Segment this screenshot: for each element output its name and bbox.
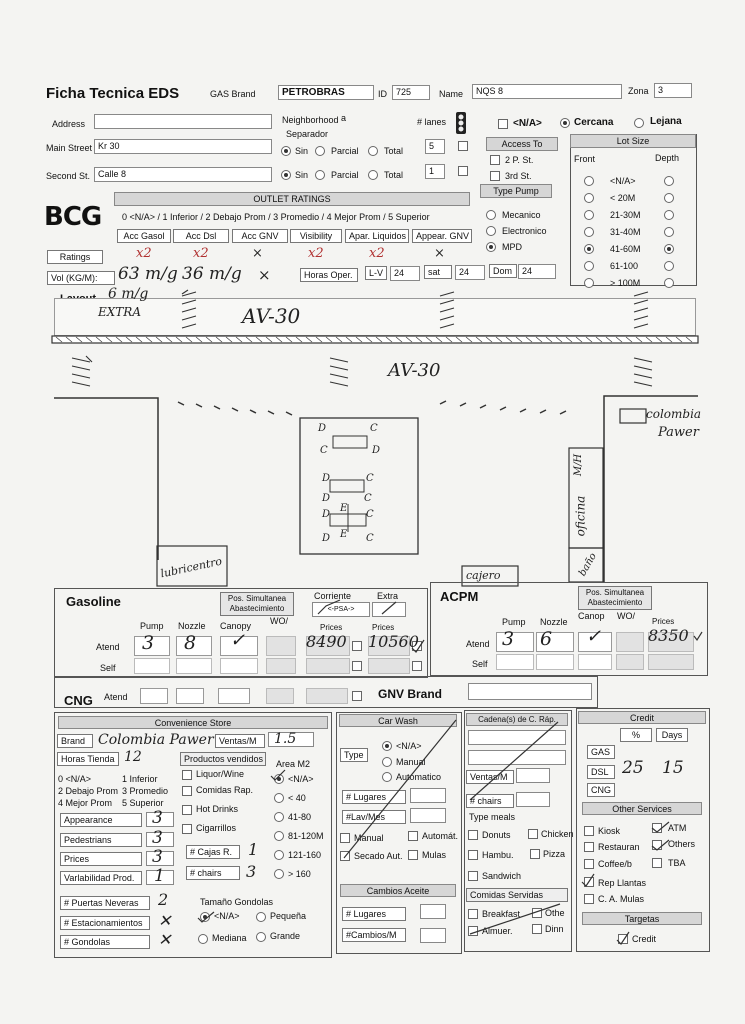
gasoline-prices-label: Prices <box>320 623 343 632</box>
cambios-cambios-label: #Cambios/M <box>342 928 406 942</box>
gas-extra-check-icon <box>412 640 424 652</box>
main-sep-parcial-label: Parcial <box>331 146 359 156</box>
gasoline-pos-sim: Pos. Simultanea Abastecimiento <box>220 592 294 616</box>
credit-dsl-days: 15 <box>662 758 684 778</box>
main-sep-sin-label: Sin <box>295 146 309 156</box>
lanes-main-field[interactable]: 5 <box>425 139 445 154</box>
area-option-label: 81-120M <box>288 831 324 841</box>
gasoline-corriente-label: Corriente <box>314 591 352 601</box>
carwash-manual-label: Manual <box>396 757 426 767</box>
area-option-label: > 160 <box>288 869 311 879</box>
almuer-label: Almuer. <box>482 926 513 936</box>
dinn-label: Dinn <box>545 924 564 934</box>
corriente-psa-field[interactable]: <-PSA-> <box>312 602 370 617</box>
neighborhood-label: Neighborhood <box>282 115 339 125</box>
pawer-label: Pawer <box>658 425 699 440</box>
acpm-nozzle-value: 6 <box>540 628 553 650</box>
others-label: Others <box>668 839 696 849</box>
lot-front-label: Front <box>574 154 596 164</box>
layout-note-extra: EXTRA <box>98 305 142 319</box>
cajas-value: 1 <box>248 840 259 859</box>
bano-label: baño <box>577 551 599 579</box>
colombia-label: colombia <box>646 407 702 421</box>
acpm-self-label: Self <box>472 659 488 669</box>
pump-letter: C <box>370 423 378 434</box>
pump-letter: E <box>340 503 348 514</box>
credit-gas-label: GAS <box>587 745 615 759</box>
carwash-na-label: <N/A> <box>396 741 422 751</box>
vol-gnv: × <box>258 266 271 284</box>
credit-dsl-pct: 25 <box>622 758 644 778</box>
credit-card-label: Credit <box>632 934 657 944</box>
chicken-label: Chicken <box>541 829 574 839</box>
second-st-field[interactable]: Calle 8 <box>94 167 272 182</box>
vol-label: Vol (KG/M): <box>47 271 115 285</box>
acpm-canop-label: Canop <box>578 611 605 621</box>
sandwich-label: Sandwich <box>482 871 522 881</box>
lv-field[interactable]: 24 <box>390 266 420 281</box>
oficina-label: oficina <box>573 495 588 537</box>
cadena-ventas-label: Ventas/M <box>466 770 514 784</box>
access-3rd-label: 3rd St. <box>505 171 532 181</box>
atm-check-icon <box>652 822 669 832</box>
area-label: Area M2 <box>276 759 311 769</box>
pump-letter: D <box>322 493 331 504</box>
second-sep-parcial-label: Parcial <box>331 170 359 180</box>
store-scale-4: 4 Mejor Prom <box>58 798 113 808</box>
outlet-column-header: Acc Gasol <box>117 229 171 243</box>
estacionamientos-label: # Estacionamientos <box>60 916 150 930</box>
acpm-price: 8350 <box>648 626 689 645</box>
pump-letter: D <box>322 533 331 544</box>
comidas-servidas-title: Comidas Servidas <box>466 888 568 902</box>
pump-letter: E <box>340 529 348 540</box>
store-scale-1: 1 Inferior <box>122 774 158 784</box>
extra-check-icon <box>382 602 396 614</box>
pedestrians-label: Pedestrians <box>60 833 142 847</box>
gas-price-extra: 10560 <box>368 632 419 651</box>
carwash-slash <box>344 720 459 858</box>
page-title: Ficha Tecnica EDS <box>46 85 180 102</box>
pump-mpd-label: MPD <box>502 242 522 252</box>
sat-field[interactable]: 24 <box>455 265 485 280</box>
pump-letter: C <box>366 533 374 544</box>
location-na-label: <N/A> <box>513 118 542 129</box>
pump-letter: C <box>364 493 372 504</box>
lot-size-option-label: 41-60M <box>610 244 641 254</box>
store-scale-3: 3 Promedio <box>122 786 169 796</box>
area-option-label: 121-160 <box>288 850 322 860</box>
gas-price-corriente: 8490 <box>306 632 347 651</box>
bcg-logo: BCG <box>44 202 102 232</box>
main-street-field[interactable]: Kr 30 <box>94 139 272 154</box>
access-2pst-label: 2 P. St. <box>505 155 534 165</box>
layout-note-6mg: 6 m/g <box>108 286 149 302</box>
gasoline-prices-extra-label: Prices <box>372 623 395 632</box>
id-label: ID <box>378 89 387 99</box>
outlet-rating-value: x2 <box>369 246 385 261</box>
area-option-label: <N/A> <box>288 774 314 784</box>
cambios-lugares-label: # Lugares <box>342 907 406 921</box>
dom-label: Dom <box>489 264 517 278</box>
gasoline-pump-label: Pump <box>140 621 164 631</box>
cigarrillos-label: Cigarrillos <box>196 823 237 833</box>
outlet-column-header: Acc GNV <box>232 229 288 243</box>
area-check-icon <box>271 770 285 780</box>
cambios-title: Cambios Aceite <box>340 884 456 897</box>
kiosk-label: Kiosk <box>598 826 621 836</box>
credit-days-label: Days <box>656 728 688 742</box>
store-ventas-label: Ventas/M <box>215 734 265 748</box>
lanes-second-field[interactable]: 1 <box>425 164 445 179</box>
lot-size-option-label: 31-40M <box>610 227 641 237</box>
second-sep-sin-label: Sin <box>295 170 309 180</box>
acpm-atend-label: Atend <box>466 639 490 649</box>
zona-field[interactable]: 3 <box>654 83 692 98</box>
vol-dsl: 36 m/g <box>182 264 242 284</box>
store-title: Convenience Store <box>58 716 328 729</box>
cadena-chairs-label: # chairs <box>466 794 514 808</box>
gas-pump-value: 3 <box>142 632 155 654</box>
type-pump-title: Type Pump <box>480 184 552 198</box>
store-horas-value: 12 <box>124 749 142 765</box>
store-chairs-value: 3 <box>246 862 257 881</box>
lot-size-option-label: < 20M <box>610 193 636 203</box>
corriente-check-icon <box>318 600 340 614</box>
store-scale-5: 5 Superior <box>122 798 164 808</box>
targetas-title: Targetas <box>582 912 702 925</box>
gas-brand-label: GAS Brand <box>210 89 256 99</box>
location-lejana-label: Lejana <box>650 116 682 127</box>
rep-check-icon <box>582 874 594 886</box>
cajero-label: cajero <box>466 569 501 582</box>
outlet-column-header: Apar. Liquidos <box>345 229 409 243</box>
road-label-upper: AV-30 <box>242 304 301 328</box>
lot-size-title: Lot Size <box>570 134 696 148</box>
cadena-title: Cadena(s) de C. Ráp. <box>466 713 568 726</box>
acpm-canopy-check: ✓ <box>586 626 602 647</box>
gondolas-label: # Gondolas <box>60 935 150 949</box>
hot-drinks-label: Hot Drinks <box>196 804 239 814</box>
lot-depth-label: Depth <box>655 153 680 163</box>
acpm-pump-label: Pump <box>502 617 526 627</box>
second-st-label: Second St. <box>46 171 91 181</box>
tamano-pequena-label: Pequeña <box>270 911 307 921</box>
lubricentro-label: lubricentro <box>159 554 224 581</box>
outlet-rating-value: x2 <box>308 246 324 261</box>
acpm-title: ACPM <box>440 589 479 604</box>
zona-label: Zona <box>628 86 649 96</box>
acpm-nozzle-label: Nozzle <box>540 617 568 627</box>
acpm-price-check-icon <box>694 632 702 640</box>
horas-oper-label: Horas Oper. <box>300 268 358 282</box>
ca-mulas-label: C. A. Mulas <box>598 894 645 904</box>
outlet-ratings-title: OUTLET RATINGS <box>114 192 470 206</box>
pump-electronico-label: Electronico <box>502 226 547 236</box>
prices-label: Prices <box>60 852 142 866</box>
outlet-rating-value: × <box>434 246 445 261</box>
outlet-rating-value: × <box>252 246 263 261</box>
rep-llantas-label: Rep Llantas <box>598 878 647 888</box>
gas-nozzle-value: 8 <box>184 632 197 654</box>
variabilidad-label: Varlabilidad Prod. <box>60 871 142 885</box>
gasoline-title: Gasoline <box>66 594 121 609</box>
hambu-label: Hambu. <box>482 850 514 860</box>
tamano-na-label: <N/A> <box>214 911 240 921</box>
pump-letter: C <box>366 509 374 520</box>
liquor-label: Liquor/Wine <box>196 769 245 779</box>
tba-label: TBA <box>668 858 686 868</box>
gondolas-cross-icon: ✕ <box>158 930 172 949</box>
outlet-rating-value: x2 <box>136 246 152 261</box>
outlet-column-header: Visibility <box>290 229 342 243</box>
gasoline-self-label: Self <box>100 663 116 673</box>
lot-size-option-label: > 100M <box>610 278 641 288</box>
othe-label: Othe <box>545 908 565 918</box>
donuts-label: Donuts <box>482 830 511 840</box>
pump-letter: D <box>372 445 381 456</box>
comidas-label: Comidas Rap. <box>196 785 254 795</box>
area-option-label: 41-80 <box>288 812 312 822</box>
gasoline-wo-label: WO/ <box>270 616 288 626</box>
atm-label: ATM <box>668 823 687 833</box>
cadena-slash <box>470 722 558 800</box>
store-ventas-value: 1.5 <box>274 731 297 747</box>
puertas-value: 2 <box>158 890 169 909</box>
pump-letter: D <box>322 473 331 484</box>
cng-atend-label: Atend <box>104 692 128 702</box>
credit-dsl-label: DSL <box>587 765 615 779</box>
area-option-label: < 40 <box>288 793 306 803</box>
outlet-column-header: Appear. GNV <box>412 229 472 243</box>
cadena-slash-lower <box>470 904 560 934</box>
acpm-pump-value: 3 <box>502 628 515 650</box>
carwash-lav-label: #Lav/Mes <box>342 810 406 824</box>
name-label: Name <box>439 89 464 99</box>
lot-size-option-label: 61-100 <box>610 261 639 271</box>
mh-label: M/H <box>573 453 585 477</box>
main-sep-total-label: Total <box>384 146 404 156</box>
puertas-label: # Puertas Neveras <box>60 896 150 910</box>
restaurant-label: Restauran <box>598 842 640 852</box>
gnv-brand-label: GNV Brand <box>378 687 443 701</box>
vol-gasol: 63 m/g <box>118 264 178 284</box>
tamano-check-icon <box>198 912 214 922</box>
estacionamientos-cross-icon: ✕ <box>158 911 172 930</box>
outlet-column-header: Acc Dsl <box>173 229 229 243</box>
pump-letter: D <box>322 509 331 520</box>
cng-title: CNG <box>64 693 93 708</box>
others-check-icon <box>652 840 669 850</box>
gasoline-extra-label: Extra <box>377 591 399 601</box>
acpm-pos-sim: Pos. Simultanea Abastecimiento <box>578 586 652 610</box>
access-title: Access To <box>486 137 558 151</box>
lanes-label: # lanes <box>417 117 447 127</box>
tamano-title: Tamaño Gondolas <box>200 897 274 907</box>
pedestrians-value: 3 <box>152 828 163 848</box>
store-horas-label: Horas Tienda <box>57 752 119 766</box>
prices-value: 3 <box>152 847 163 867</box>
carwash-type-label: Type <box>340 748 368 762</box>
address-label: Address <box>52 119 86 129</box>
outlet-rating-value: x2 <box>193 246 209 261</box>
gas-canopy-check: ✓ <box>230 630 246 651</box>
id-field[interactable]: 725 <box>392 85 430 100</box>
second-sep-total-label: Total <box>384 170 404 180</box>
credit-title: Credit <box>578 711 706 724</box>
acpm-prices-label: Prices <box>652 617 675 626</box>
store-brand-value: Colombia Pawer <box>98 732 214 748</box>
productos-title: Productos vendidos <box>180 752 266 766</box>
lot-size-option-label: <N/A> <box>610 176 636 186</box>
location-cercana-label: Cercana <box>574 117 614 128</box>
pump-letter: C <box>366 473 374 484</box>
lot-size-option-label: 21-30M <box>610 210 641 220</box>
carwash-title: Car Wash <box>339 714 457 727</box>
carwash-mulas-label: Mulas <box>422 850 447 860</box>
store-scale-0: 0 <N/A> <box>58 774 92 784</box>
main-street-label: Main Street <box>46 143 93 153</box>
carwash-automatico-label: Automatico <box>396 772 442 782</box>
other-services-title: Other Services <box>582 802 702 815</box>
store-scale-2: 2 Debajo Prom <box>58 786 119 796</box>
appearance-label: Appearance <box>60 813 142 827</box>
pizza-label: Pizza <box>543 849 566 859</box>
road-label-lower: AV-30 <box>388 360 441 381</box>
lv-label: L-V <box>365 266 387 280</box>
acpm-wo-label: WO/ <box>617 611 635 621</box>
carwash-automat-label: Automát. <box>422 831 459 841</box>
outlet-scale: 0 <N/A> / 1 Inferior / 2 Debajo Prom / 3 Promedio / 4 Mejor Prom / 5 Superior <box>122 212 430 222</box>
pump-mecanico-label: Mecanico <box>502 210 541 220</box>
pump-letter: D <box>318 423 327 434</box>
credit-check-icon <box>617 932 629 944</box>
tamano-grande-label: Grande <box>270 931 301 941</box>
tamano-mediana-label: Mediana <box>212 933 247 943</box>
separador-label: Separador <box>286 129 329 139</box>
neighborhood-field[interactable]: a <box>341 113 347 123</box>
coffee-label: Coffee/b <box>598 859 632 869</box>
gasoline-canopy-label: Canopy <box>220 621 252 631</box>
store-chairs-label: # chairs <box>186 866 240 880</box>
store-brand-label: Brand <box>57 734 93 748</box>
carwash-manual2-label: Manual <box>354 833 384 843</box>
sat-label: sat <box>424 265 452 279</box>
carwash-lugares-label: # Lugares <box>342 790 406 804</box>
variabilidad-value: 1 <box>154 866 165 886</box>
gasoline-nozzle-label: Nozzle <box>178 621 206 631</box>
name-field[interactable]: NQS 8 <box>472 84 622 99</box>
appearance-value: 3 <box>152 808 163 828</box>
ratings-label: Ratings <box>47 250 103 264</box>
pump-letter: C <box>320 445 328 456</box>
type-meals-label: Type meals <box>469 812 516 822</box>
credit-pct-label: % <box>620 728 652 742</box>
dom-field[interactable]: 24 <box>518 264 556 279</box>
credit-cng-label: CNG <box>587 783 615 797</box>
breakfast-label: Breakfast <box>482 909 521 919</box>
cajas-label: # Cajas R. <box>186 845 240 859</box>
gasoline-atend-label: Atend <box>96 642 120 652</box>
carwash-secado-label: Secado Aut. <box>354 851 403 861</box>
gas-brand-field[interactable]: PETROBRAS <box>278 85 374 100</box>
